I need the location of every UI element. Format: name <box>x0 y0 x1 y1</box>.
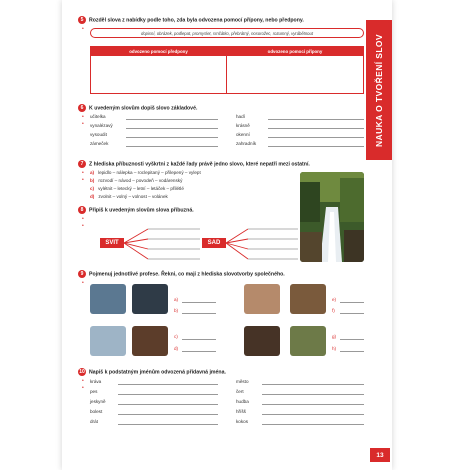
workbook-page <box>62 0 392 470</box>
answer-line[interactable] <box>268 115 364 120</box>
word: vysoudit <box>90 132 107 137</box>
list-item <box>236 114 245 119</box>
word: město <box>236 379 249 384</box>
answer-line[interactable] <box>126 133 218 138</box>
word: hudba <box>236 399 249 404</box>
list-item <box>90 141 108 146</box>
exercise-7-instruction <box>78 160 310 168</box>
exercise-8-number: 8 <box>78 206 86 214</box>
list-item <box>90 399 106 404</box>
exercise-9-text: Pojmenuj jednotlivé profese. Řekni, co mají z hlediska slovotvorby společného. <box>89 271 285 278</box>
exercise-5-number: 5 <box>78 16 86 24</box>
word: hříšš <box>236 409 246 414</box>
profession-photo-c <box>244 284 280 314</box>
answer-line[interactable] <box>118 400 218 405</box>
label-f: f) <box>332 308 335 313</box>
label-b: b) <box>174 308 179 313</box>
bullet-dots: • <box>82 26 84 32</box>
answer-line[interactable] <box>126 124 218 129</box>
answer-line[interactable] <box>182 347 216 352</box>
answer-line[interactable] <box>182 298 216 303</box>
waterfall-image <box>300 172 364 262</box>
option-letter: c) <box>90 186 95 191</box>
word: zahradník <box>236 141 257 146</box>
word: jeskyně <box>90 399 106 404</box>
exercise-7-number: 7 <box>78 160 86 168</box>
list-item <box>90 409 102 414</box>
word: drát <box>90 419 98 424</box>
exercise-10-text: Napiš k podstatným jménům odvozená přídavná jména. <box>89 369 226 376</box>
word-sad-badge: SAD <box>202 238 226 248</box>
exercise-6-instruction <box>78 104 197 112</box>
answer-line[interactable] <box>118 420 218 425</box>
bullet-dots: • • <box>82 170 84 183</box>
answer-line[interactable] <box>262 400 364 405</box>
list-item <box>236 141 256 146</box>
sort-table <box>90 46 364 94</box>
label-g: g) <box>332 334 337 339</box>
profession-photo-f <box>132 326 168 356</box>
table-column-prefix[interactable] <box>91 47 227 93</box>
list-item <box>90 114 106 119</box>
bullet-dots: • • <box>82 378 84 391</box>
list-item <box>236 132 250 137</box>
answer-line[interactable] <box>340 335 364 340</box>
option-text: vylétnit – letecký – letní – letáček – přilétlé <box>98 186 184 191</box>
exercise-9-number: 9 <box>78 270 86 278</box>
bullet-dots: • • <box>82 216 84 229</box>
option-letter: b) <box>90 178 95 183</box>
label-a: a) <box>174 297 179 302</box>
option-letter: a) <box>90 170 95 175</box>
bullet-dots: • <box>82 280 84 286</box>
option-text: rozvodí – návod – povodeň – vodárenský <box>98 178 183 183</box>
list-item <box>236 379 249 384</box>
exercise-10-number: 10 <box>79 369 85 375</box>
exercise-8-text: Připiš k uvedeným slovům slova příbuzná. <box>89 207 194 214</box>
word: pes <box>90 389 98 394</box>
option-letter: d) <box>90 194 95 199</box>
option-text: lepidlo – nálepka – roclepitaný – přilepený – vylept <box>98 170 201 175</box>
list-item <box>90 379 101 384</box>
word: okenní <box>236 132 250 137</box>
profession-photo-b <box>132 284 168 314</box>
answer-line[interactable] <box>340 309 364 314</box>
profession-photo-d <box>290 284 326 314</box>
word: hadí <box>236 114 245 119</box>
answer-line[interactable] <box>262 390 364 395</box>
profession-photo-a <box>90 284 126 314</box>
word: zámeček <box>90 141 109 146</box>
answer-line[interactable] <box>126 115 218 120</box>
exercise-5-text: Rozděl slova z nabídky podle toho, zda byla odvozena pomocí přípony, nebo předpony. <box>89 17 304 24</box>
word-bank-box <box>90 28 364 38</box>
list-item <box>90 419 98 424</box>
answer-line[interactable] <box>268 142 364 147</box>
label-e: e) <box>332 297 337 302</box>
label-c: c) <box>174 334 178 339</box>
word-bank-text: dopisní, obrázek, podlepat, promyslet, srnčátko, přebrátný, nosorožec, rozumný, vyrábětnout <box>140 30 313 36</box>
answer-line[interactable] <box>118 410 218 415</box>
label-d: d) <box>174 346 179 351</box>
answer-line[interactable] <box>262 420 364 425</box>
list-item <box>236 409 246 414</box>
word: kokos <box>236 419 249 424</box>
answer-line[interactable] <box>340 347 364 352</box>
exercise-7-text: Z hlediska příbuznosti vyškrtni z každé řady právě jedno slovo, které nepatří mezi ostatní. <box>89 161 310 168</box>
list-item <box>90 389 97 394</box>
answer-line[interactable] <box>268 133 364 138</box>
table-column-suffix[interactable] <box>227 47 363 93</box>
option-row-c[interactable] <box>90 186 184 191</box>
table-header-suffix: odvozeno pomocí přípony <box>227 47 363 56</box>
label-h: h) <box>332 346 337 351</box>
option-text: zvolnit – volný – volnost – volánek <box>98 194 168 199</box>
profession-photo-h <box>290 326 326 356</box>
option-row-a[interactable] <box>90 170 201 175</box>
exercise-5-instruction <box>78 16 304 24</box>
answer-line[interactable] <box>118 380 218 385</box>
answer-line[interactable] <box>182 335 216 340</box>
word: kráva <box>90 379 102 384</box>
waterfall-photo <box>300 172 364 262</box>
answer-line[interactable] <box>262 410 364 415</box>
option-row-b[interactable] <box>90 178 182 183</box>
bullet-dots: • • <box>82 114 84 127</box>
list-item <box>90 123 113 128</box>
list-item <box>90 132 107 137</box>
chapter-side-tab <box>366 20 392 160</box>
answer-line[interactable] <box>268 124 364 129</box>
list-item <box>236 419 248 424</box>
option-row-d[interactable] <box>90 194 168 199</box>
exercise-6-text: K uvedeným slovům dopiš slovo základové. <box>89 105 198 112</box>
page-number-badge: 13 <box>370 448 390 462</box>
profession-photo-g <box>244 326 280 356</box>
answer-line[interactable] <box>340 298 364 303</box>
exercise-6-number: 6 <box>78 104 86 112</box>
profession-photo-e <box>90 326 126 356</box>
word: vynalézavý <box>90 123 113 128</box>
exercise-9-instruction <box>78 270 285 278</box>
word-svit-badge: SVIT <box>100 238 124 248</box>
word: čert <box>236 389 244 394</box>
chapter-title: NAUKA O TVOŘENÍ SLOV <box>374 33 384 147</box>
word: bolest <box>90 409 103 414</box>
word: učitelka <box>90 114 106 119</box>
answer-line[interactable] <box>118 390 218 395</box>
answer-line[interactable] <box>262 380 364 385</box>
table-header-prefix: odvozeno pomocí předpony <box>91 47 226 56</box>
exercise-10-instruction <box>78 368 226 376</box>
answer-line[interactable] <box>126 142 218 147</box>
list-item <box>236 399 249 404</box>
exercise-8-instruction <box>78 206 194 214</box>
word: krásně <box>236 123 250 128</box>
answer-line[interactable] <box>182 309 216 314</box>
list-item <box>236 389 244 394</box>
list-item <box>236 123 250 128</box>
